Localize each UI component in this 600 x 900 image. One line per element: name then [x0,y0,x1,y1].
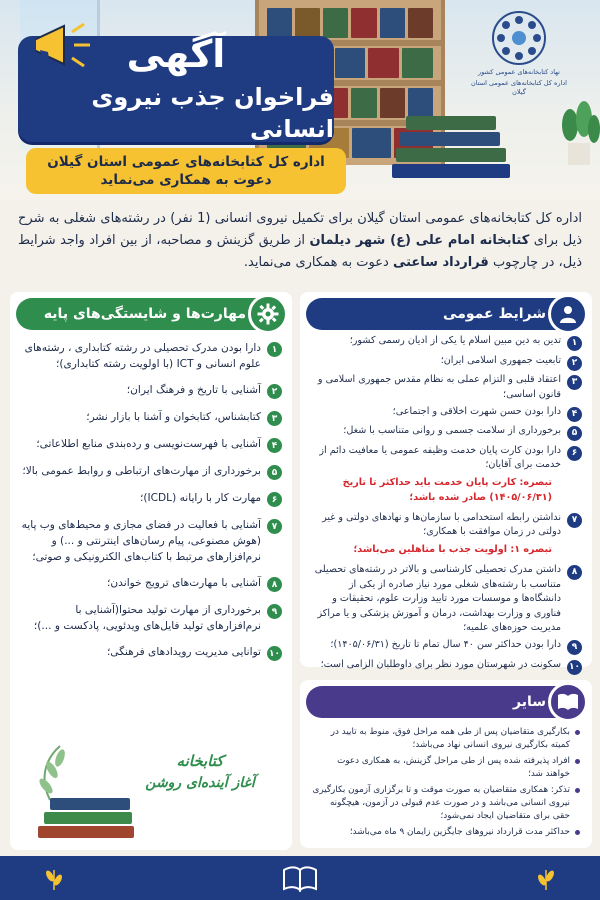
item-number: ۱ [267,342,282,357]
list-item [18,409,282,426]
item-text: دارا بودن مدرک تحصیلی در رشته کتابداری ، رشته‌های علوم انسانی و ICT (با اولویت رشته کتابداری)؛ [24,342,261,370]
item-number: ۷ [267,519,282,534]
slogan-line-2: آغاز آینده‌ای روشن [145,775,255,791]
list-item [18,517,282,565]
note-military-card: تبصره: کارت پایان خدمت باید حداکثر تا تاریخ (۱۴۰۵/۰۶/۳۱) صادر شده باشد؛ [342,477,552,503]
organization-logo [464,10,574,102]
item-text: افراد پذیرفته شده پس از طی مراحل گزینش، به همکاری دعوت خواهند شد؛ [337,756,570,779]
general-conditions-list [300,334,592,675]
item-number: ۹ [567,640,582,655]
organizer-line: اداره کل کتابخانه‌های عمومی استان گیلان [47,154,325,170]
item-text: کتابشناس، کتابخوان و آشنا با بازار نشر؛ [86,411,261,423]
list-item [18,340,282,372]
general-conditions-header [306,298,586,330]
slogan-line-1: کتابخانه [176,752,224,770]
gear-icon [248,294,288,334]
megaphone-icon [26,18,96,74]
books-plant-decoration [30,740,140,840]
list-item [310,784,580,823]
item-text: دارا بودن کارت پایان خدمت وظیفه عمومی یا معافیت دائم از خدمت برای آقایان؛ [319,444,561,470]
list-item [18,436,282,453]
list-item [308,424,582,441]
skills-header [16,298,286,330]
leaf-icon [532,864,560,892]
item-number: ۳ [267,411,282,426]
item-number: ۴ [567,407,582,422]
item-text: داشتن مدرک تحصیلی کارشناسی و بالاتر در رشته‌های تحصیلی متناسب با رشته‌های شغلی مورد نیاز صادره از یکی از دانشگاه‌ها و موسسات مورد تایید وزارت علوم، تحقیقات و فناوری و وزارت بهداشت، درمان و آموزش پزشکی و یا مراکز مدیریت حوزه‌های علمیه؛ [314,564,561,633]
item-number: ۸ [267,577,282,592]
book-stack-decoration [392,110,522,190]
item-text: آشنایی با فعالیت در فضای مجازی و محیط‌های وب پایه (هوش مصنوعی، پیام رسان‌های اینترنتی و ...) و نرم‌افزارهای مرتبط با کتاب‌های الکترونیکی و صوتی؛ [21,519,261,563]
list-item [308,405,582,422]
list-item [308,658,582,675]
item-text: نداشتن رابطه استخدامی با سازمان‌ها و نهادهای دولتی و غیر دولتی در زمان موافقت با همکاری؛ [322,511,561,537]
list-item [18,382,282,399]
item-number: ۵ [567,426,582,441]
logo-emblem-icon [491,10,547,66]
plant-decoration [556,95,600,165]
item-number: ۲ [267,384,282,399]
skills-title: مهارت‌ها و شایستگی‌های پایه [43,306,246,322]
note-married-priority: تبصره ۱: اولویت جذب با متاهلین می‌باشد؛ [353,544,552,555]
footer-bar [0,856,600,900]
page-subtitle: فراخوان جذب نیروی انسانی [91,83,334,143]
leaf-icon [40,864,68,892]
item-number: ۹ [267,604,282,619]
item-number: ۱۰ [567,660,582,675]
item-text: آشنایی با تاریخ و فرهنگ ایران؛ [126,384,261,396]
bullet-icon [575,830,580,835]
intro-text-1: اداره کل کتابخانه‌های عمومی استان گیلان برای تکمیل نیروی انسانی (1 نفر) در رشته‌های شغلی به شرح ذیل برای [18,211,583,248]
item-number: ۷ [567,513,582,528]
other-title: سایر [513,694,546,710]
item-text: حداکثر مدت قرارداد نیروهای جایگزین زایمان ۹ ماه می‌باشد؛ [349,827,570,837]
list-item [310,726,580,752]
item-text: برخورداری از مهارت تولید محتوا(آشنایی با نرم‌افزارهای تولید فایل‌های ویدئویی، پادکست و ...)؛ [33,604,261,632]
item-number: ۶ [267,492,282,507]
item-number: ۲ [567,356,582,371]
list-item [308,444,582,473]
list-item [310,755,580,781]
intro-text-2: از طریق گزینش و مصاحبه، از بین افراد واجد شرایط ذیل، در چارچوب [18,233,582,270]
item-number: ۶ [567,446,582,461]
logo-text-primary: نهاد کتابخانه‌های عمومی کشور [478,68,560,76]
list-item [308,354,582,371]
intro-paragraph [18,200,582,288]
list-item [308,511,582,540]
list-item [308,638,582,655]
intro-library-name: کتابخانه امام علی (ع) شهر دیلمان [309,233,530,248]
item-text: دارا بودن حسن شهرت اخلاقی و اجتماعی؛ [392,405,561,417]
logo-text-secondary: اداره کل کتابخانه‌های عمومی استان گیلان [470,79,567,96]
item-number: ۵ [267,465,282,480]
item-text: برخورداری از مهارت‌های ارتباطی و روابط عمومی بالا؛ [22,465,261,477]
item-text: آشنایی با فهرست‌نویسی و رده‌بندی منابع اطلاعاتی؛ [36,438,261,450]
list-item [18,490,282,507]
list-item [18,602,282,634]
slogan [140,750,260,794]
item-text: بکارگیری متقاضیان پس از طی همه مراحل فوق، منوط به تایید در کمیته بکارگیری نیروی انسانی نهاد می‌باشد؛ [330,727,570,750]
other-panel [300,680,592,848]
bullet-icon [575,759,580,764]
item-text: مهارت کار با رایانه (ICDL)؛ [139,492,261,504]
general-conditions-title: شرایط عمومی [443,306,546,322]
other-list [300,722,592,839]
list-item [18,463,282,480]
list-item [308,563,582,636]
user-icon [548,294,588,334]
header-banner [0,0,600,200]
item-text: تابعیت جمهوری اسلامی ایران؛ [440,354,561,366]
item-text: توانایی مدیریت رویدادهای فرهنگی؛ [106,646,261,658]
skills-list [10,334,292,661]
list-item [308,334,582,351]
invitation-line: دعوت به همکاری می‌نماید [100,172,272,188]
open-book-icon [282,864,318,892]
item-number: ۱۰ [267,646,282,661]
intro-contract-type: قرارداد ساعتی [392,255,489,270]
bullet-icon [575,788,580,793]
general-conditions-panel [300,292,592,672]
item-number: ۱ [567,336,582,351]
item-text: آشنایی با مهارت‌های ترویج خواندن؛ [107,577,261,589]
page-title: آگهی [126,32,226,76]
list-item [310,826,580,839]
item-text: تدین به دین مبین اسلام یا یکی از ادیان رسمی کشور؛ [349,335,561,346]
item-text: اعتقاد قلبی و التزام عملی به نظام مقدس جمهوری اسلامی و قانون اساسی؛ [317,374,561,400]
item-text: برخورداری از سلامت جسمی و روانی متناسب با شغل؛ [343,425,561,436]
list-item [308,373,582,402]
item-text: سکونت در شهرستان مورد نظر برای داوطلبان الزامی است؛ [320,658,561,670]
item-text: دارا بودن حداکثر سن ۴۰ سال تمام تا تاریخ (۱۴۰۵/۰۶/۳۱)؛ [330,639,561,650]
item-number: ۴ [267,438,282,453]
list-item [18,575,282,592]
subtitle-box [26,148,346,194]
intro-text-3: دعوت به همکاری می‌نماید. [243,255,393,270]
bullet-icon [575,730,580,735]
other-header [306,686,586,718]
open-book-icon [548,682,588,722]
item-number: ۸ [567,565,582,580]
list-item [18,644,282,661]
item-number: ۳ [567,375,582,390]
item-text: تذکر: همکاری متقاضیان به صورت موقت و تا برگزاری آزمون بکارگیری نیروی انسانی می‌باشد و در صورت عدم قبولی در آزمون، هیچگونه حقی برای متقاضیان ایجاد نمی‌شود؛ [312,785,570,821]
